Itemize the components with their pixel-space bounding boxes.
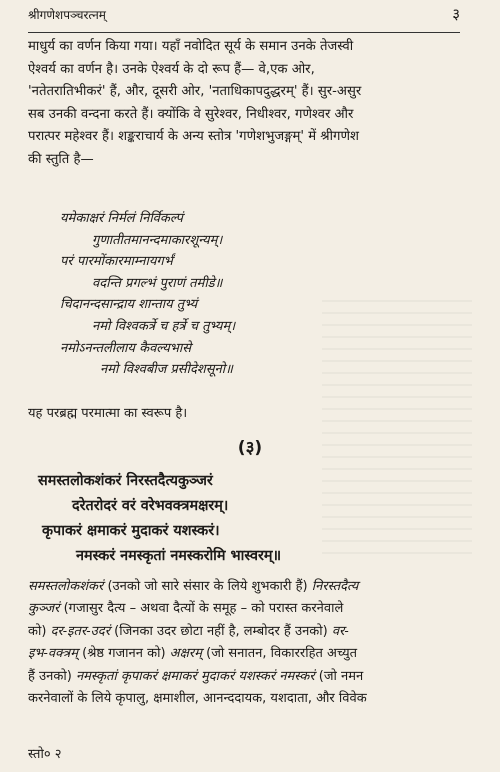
- gloss-text: (श्रेष्ठ गजानन को): [78, 646, 170, 662]
- intro-paragraph: [28, 36, 468, 172]
- gloss-term: इभ-वक्त्रम्: [28, 646, 79, 662]
- gloss-term: कुञ्जरं: [28, 601, 60, 617]
- verse-line: यमेकाक्षरं निर्मलं निर्विकल्पं: [60, 211, 183, 226]
- verse-line: नमोऽनन्तलीलाय कैवल्यभासे: [60, 340, 192, 356]
- gloss-term: नमस्कृतां कृपाकरं क्षमाकरं मुदाकरं यशस्करं नमस्करं: [75, 668, 315, 684]
- gloss-term: दर-इतर-उदरं: [50, 623, 111, 639]
- gloss-line: [28, 688, 468, 710]
- sloka-line: समस्तलोकशंकरं निरस्तदैत्यकुञ्जरं: [38, 472, 213, 489]
- verse-line: गुणातीतमानन्दमाकारशून्यम्।: [92, 232, 223, 248]
- gloss-term: समस्तलोकशंकरं: [28, 579, 104, 594]
- page-header: [28, 6, 460, 28]
- sloka-line: दरेतरोदरं वरं वरेभवक्त्रमक्षरम्।: [72, 497, 229, 514]
- gloss-term: अक्षरम्: [169, 646, 203, 662]
- gloss-line: [28, 643, 468, 665]
- gloss-text: को): [28, 623, 51, 639]
- gloss-text: करनेवालों के लिये कृपालु, क्षमाशील, आनन्ददायक, यशदाता, और विवेक: [28, 691, 367, 707]
- gloss-term: वर-: [331, 623, 349, 639]
- gloss-text: हैं उनको): [28, 668, 76, 684]
- gloss-line: [28, 576, 468, 598]
- gloss-term: निरस्तदैत्य: [311, 579, 359, 594]
- gloss-line: [28, 666, 468, 688]
- intro-line: माधुर्य का वर्णन किया गया। यहाँ नवोदित सूर्य के समान उनके तेजस्वी: [28, 39, 354, 54]
- page-number: ३: [452, 5, 460, 23]
- verse-line: चिदानन्दसान्द्राय शान्ताय तुभ्यं: [60, 297, 198, 313]
- gloss-text: (जो नमन: [314, 668, 364, 684]
- quoted-verse: [60, 208, 460, 381]
- gloss-text: (जो सनातन, विकाररहित अच्युत: [202, 646, 358, 662]
- verse-line: नमो विश्वकर्त्रे च हर्त्रे च तुभ्यम्।: [92, 318, 236, 334]
- section-number: (३): [237, 438, 263, 458]
- sloka-line: नमस्करं नमस्कृतां नमस्करोमि भास्वरम्॥: [76, 547, 282, 564]
- verse-line: परं पारमोंकारमाम्नायगर्भं: [60, 254, 173, 270]
- intro-line: परात्पर महेश्वर हैं। शङ्कराचार्य के अन्य स्तोत्र 'गणेशभुजङ्गम्' में श्रीगणेश: [28, 129, 359, 145]
- sloka-line: कृपाकरं क्षमाकरं मुदाकरं यशस्करं।: [42, 522, 220, 539]
- gloss-text: (उनको जो सारे संसार के लिये शुभकारी हैं): [103, 579, 312, 594]
- gloss-line: [28, 598, 468, 620]
- intro-line: सब उनकी वन्दना करते हैं। क्योंकि वे सुरेश्वर, निधीश्वर, गणेश्वर और: [28, 106, 354, 122]
- sloka: [28, 468, 468, 568]
- intro-line: ऐश्वर्य का वर्णन है। उनके ऐश्वर्य के दो रूप हैं— वे,एक ओर,: [28, 61, 315, 77]
- gloss-text: (जिनका उदर छोटा नहीं है, लम्बोदर हैं उनको): [110, 623, 332, 639]
- gloss-paragraph: [28, 576, 468, 710]
- gloss-line: [28, 621, 468, 643]
- intro-line: 'नतेतरातिभीकरं' हैं, और, दूसरी ओर, 'नताधिकापदुद्धरम्' हैं। सुर-असुर: [28, 84, 362, 100]
- footer-signature: स्तो० २: [28, 747, 62, 762]
- running-title: श्रीगणेशपञ्चरत्नम्: [28, 8, 106, 22]
- verse-line: वदन्ति प्रगल्भं पुराणं तमीडे॥: [92, 275, 223, 291]
- gloss-text: (गजासुर दैत्य – अथवा दैत्यों के समूह – को परास्त करनेवाले: [59, 601, 344, 617]
- closing-line: यह परब्रह्म परमात्मा का स्वरूप है।: [28, 406, 188, 421]
- intro-line: की स्तुति है—: [28, 151, 94, 167]
- header-rule: [28, 32, 460, 33]
- verse-line: नमो विश्वबीज प्रसीदेशसूनो॥: [100, 362, 233, 378]
